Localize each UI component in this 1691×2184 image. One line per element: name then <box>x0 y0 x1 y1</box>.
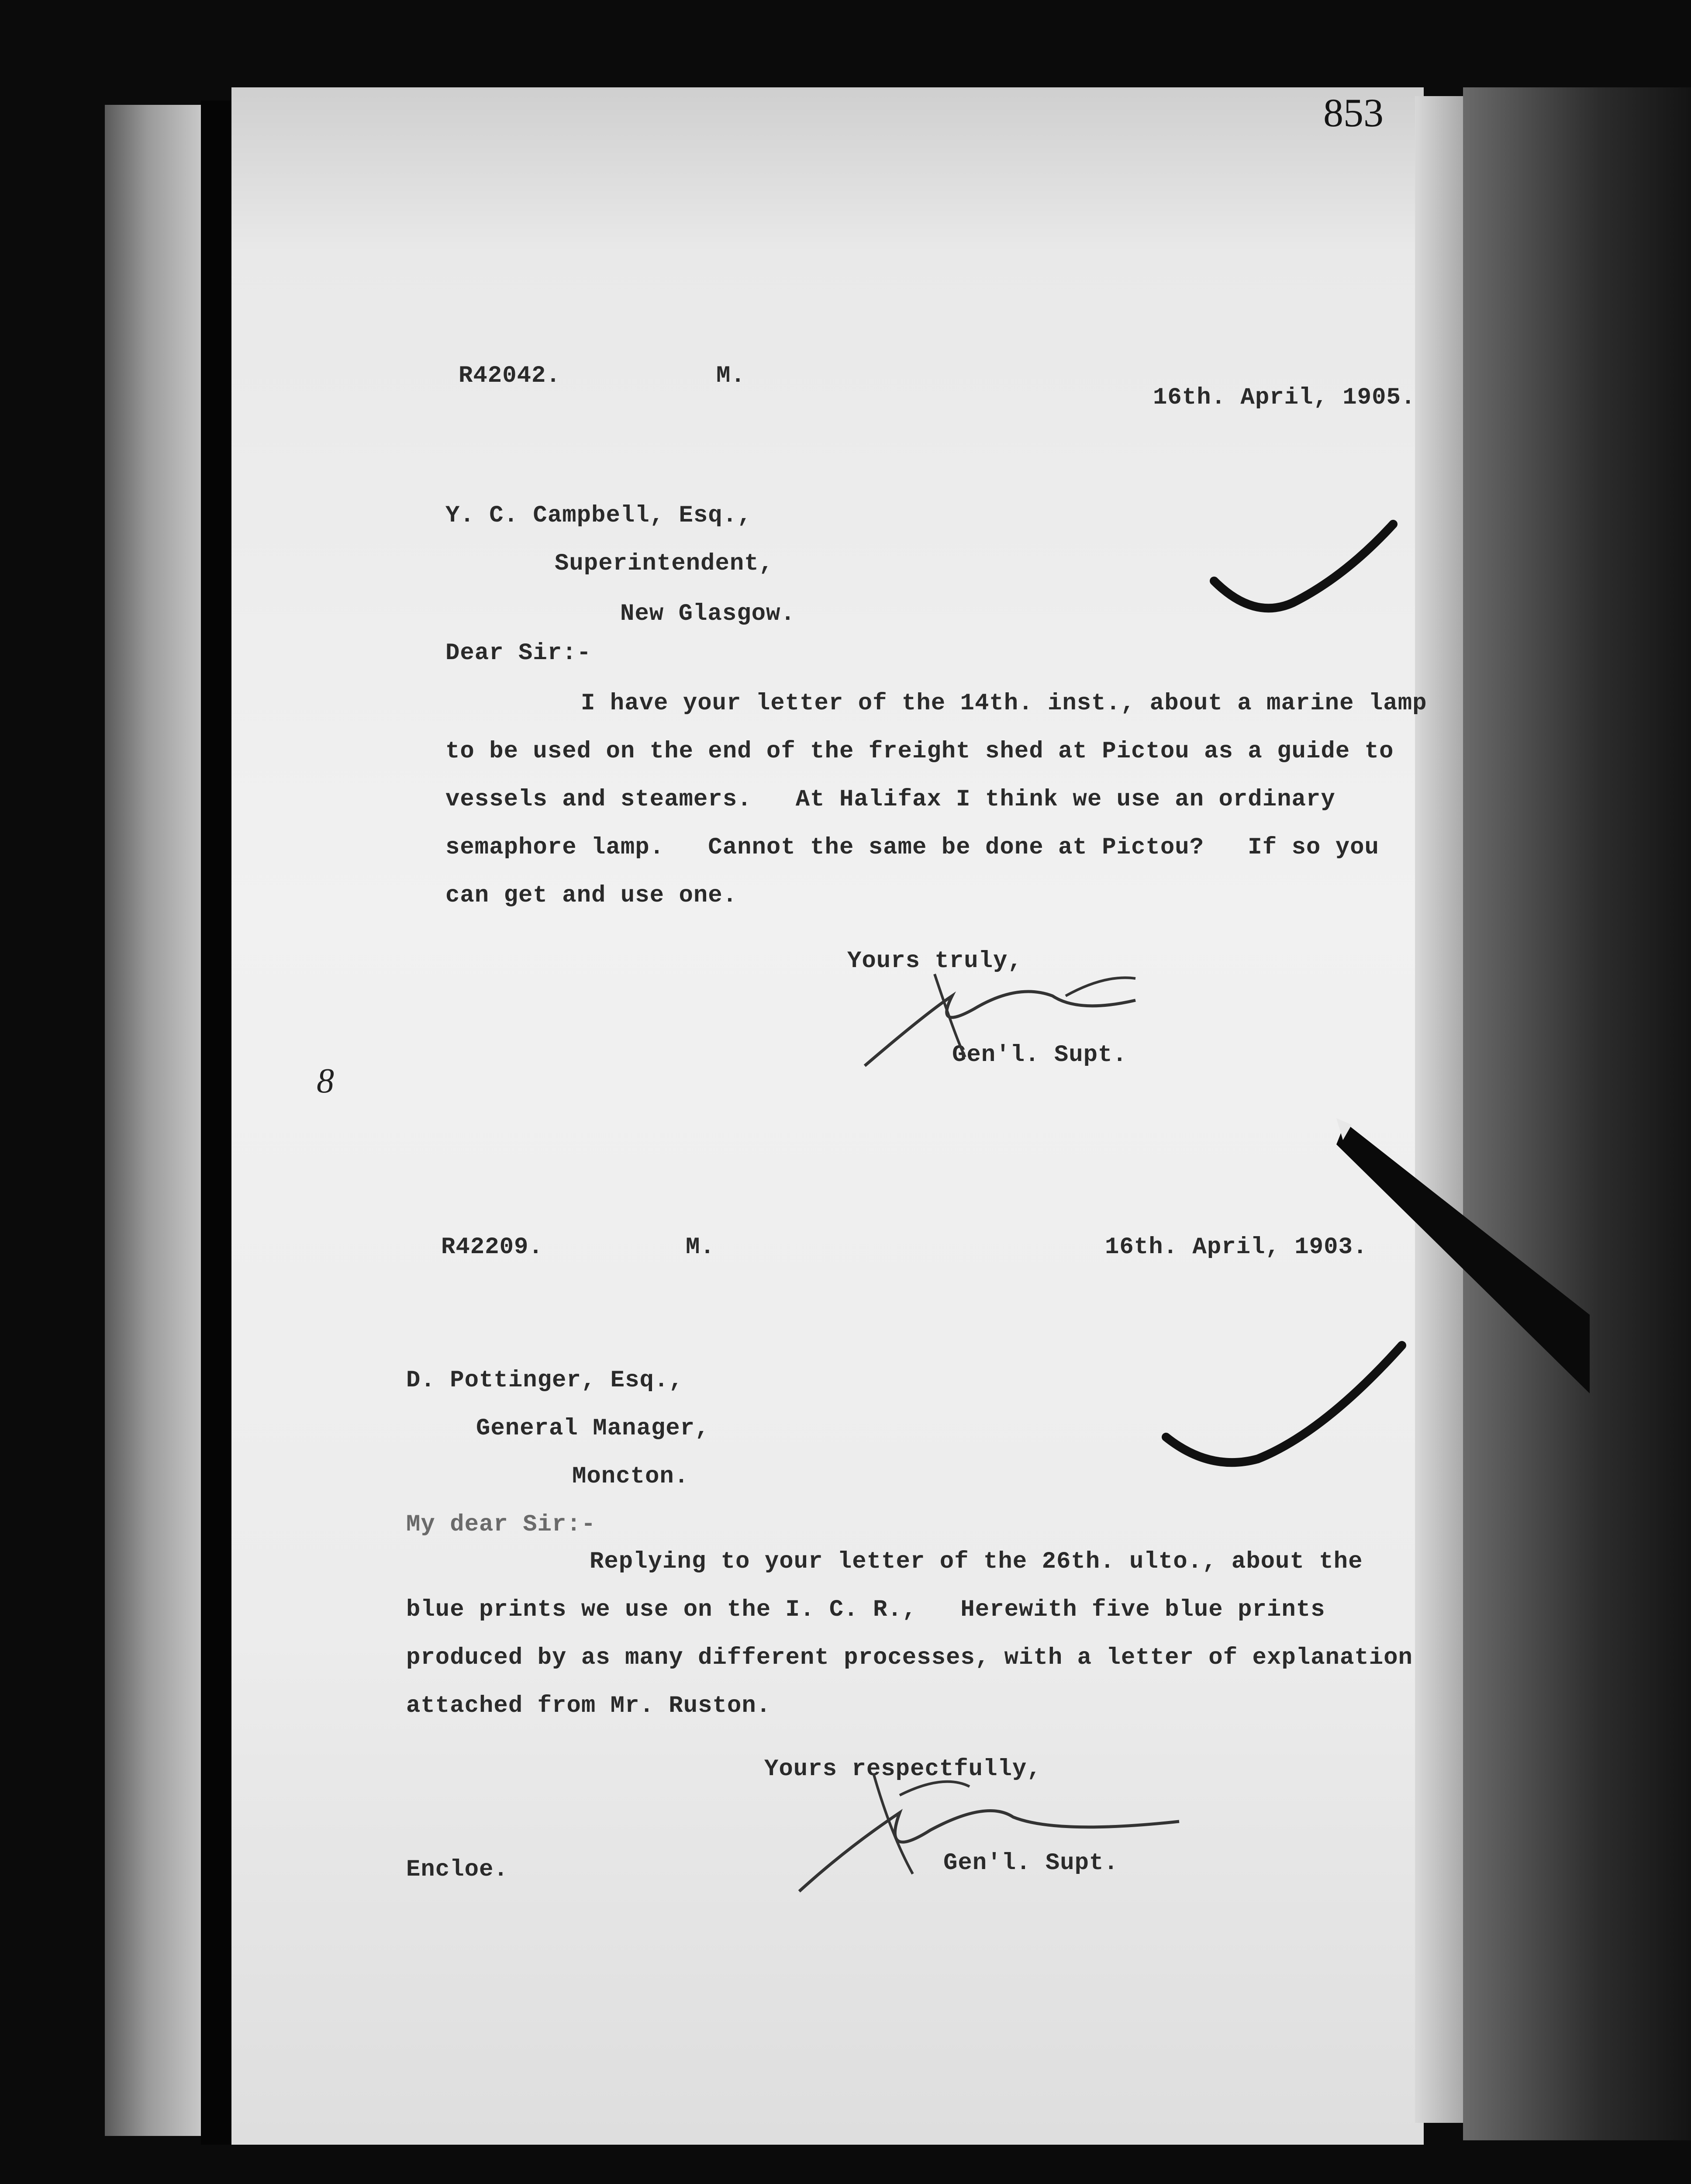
letter1-salutation: Dear Sir:- <box>445 640 592 667</box>
letter1-body-line: can get and use one. <box>445 882 738 909</box>
letter1-body-line: vessels and steamers. At Halifax I think we use an ordinary <box>445 786 1336 813</box>
letter2-signoff: Gen'l. Supt. <box>943 1850 1118 1876</box>
letter1-place: New Glasgow. <box>620 601 795 627</box>
letter1-signoff: Gen'l. Supt. <box>952 1042 1127 1068</box>
letter2-body-line: blue prints we use on the I. C. R., Herewith five blue prints <box>406 1597 1325 1623</box>
letter2-initial: M. <box>686 1234 715 1261</box>
signature <box>865 992 1135 1066</box>
letter2-ref: R42209. <box>441 1234 543 1261</box>
letter2-enclosure: Encloe. <box>406 1856 508 1883</box>
letter2-place: Moncton. <box>572 1463 689 1490</box>
check-mark <box>1166 1345 1402 1462</box>
letter2-body-line: attached from Mr. Ruston. <box>406 1693 771 1719</box>
letter2-salutation: My dear Sir:- <box>406 1511 596 1538</box>
letter1-ref: R42042. <box>459 363 561 389</box>
letter1-body-line: semaphore lamp. Cannot the same be done at Pictou? If so you <box>445 834 1379 861</box>
margin-pencil-mark: 8 <box>317 1062 334 1100</box>
letter2-addressee: D. Pottinger, Esq., <box>406 1367 683 1394</box>
letter1-body-line: to be used on the end of the freight shed at Pictou as a guide to <box>445 738 1394 765</box>
page-number: 853 <box>1323 90 1384 135</box>
signature <box>799 1811 1179 1891</box>
letter2-date: 16th. April, 1903. <box>1105 1234 1368 1261</box>
letter1-initial: M. <box>716 363 745 389</box>
check-mark <box>1214 524 1393 608</box>
signature <box>873 1773 970 1874</box>
letter1-title: Superintendent, <box>555 550 774 577</box>
letter1-date: 16th. April, 1905. <box>1153 384 1416 411</box>
letter2-body-line: Replying to your letter of the 26th. ulto., about the <box>590 1548 1363 1575</box>
letter1-closing: Yours truly, <box>847 948 1022 975</box>
letter2-body-line: produced by as many different processes, with a letter of explanation <box>406 1645 1413 1671</box>
letter1-body-line: I have your letter of the 14th. inst., about a marine lamp <box>581 690 1427 717</box>
pen-icon <box>1336 1123 1590 1393</box>
signature <box>935 974 1135 1057</box>
letter2-title: General Manager, <box>476 1415 710 1442</box>
letter1-addressee: Y. C. Campbell, Esq., <box>445 502 752 529</box>
letter2-closing: Yours respectfully, <box>764 1756 1042 1783</box>
